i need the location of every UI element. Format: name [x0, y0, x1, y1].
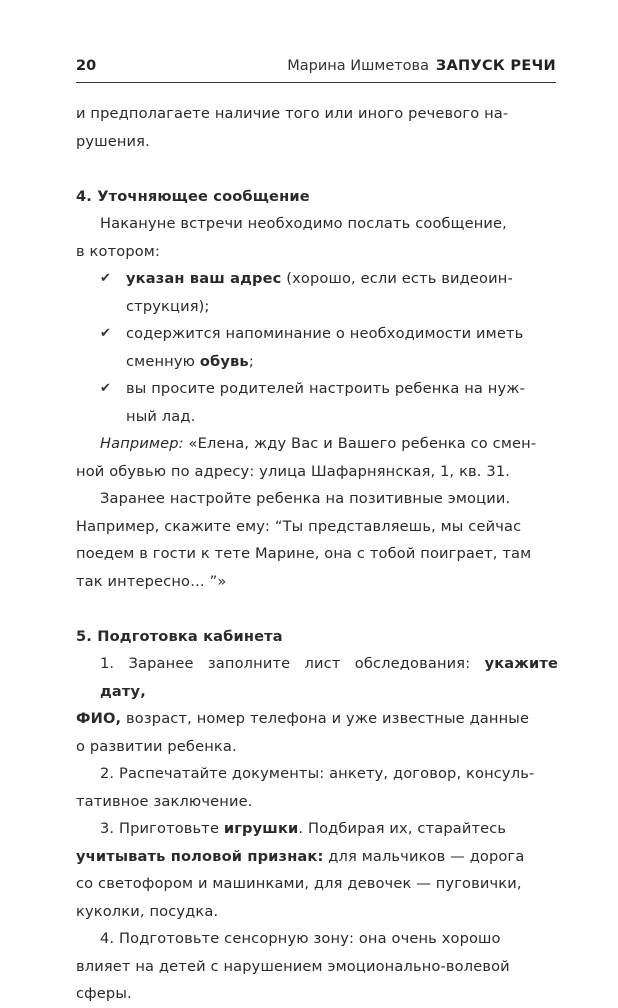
item-4-line-3: сферы. [76, 985, 132, 1002]
example-line-2: ной обувью по адресу: улица Шафарнянская, 1, кв. 31. [76, 462, 511, 480]
section-5-title: 5. Подготовка кабинета [76, 627, 283, 645]
item-3-line-4: куколки, посудка. [76, 902, 219, 920]
bullet-item-shoes [76, 320, 558, 348]
checkmark-icon: ✔ [100, 381, 112, 396]
book-title: ЗАПУСК РЕЧИ [435, 58, 556, 74]
item-1-line-3: о развитии ребенка. [76, 737, 237, 755]
item-text: . Подбирая их, старайтесь [298, 820, 507, 837]
item-bold-text: учитывать половой признак: [76, 847, 324, 865]
item-bold-text: игрушки [223, 820, 299, 837]
spacer [76, 155, 558, 183]
running-header [76, 58, 556, 88]
section-4-title: 4. Уточняющее сообщение [76, 187, 310, 205]
item-text: для мальчиков — дорога [323, 847, 525, 865]
item-1-line-1 [76, 650, 558, 705]
item-4-line-2: влияет на детей с нарушением эмоционально-волевой [76, 957, 510, 975]
advice-line-3: поедем в гости к тете Марине, она с тобой поиграет, там [76, 545, 532, 562]
bullet-text: сменную [126, 352, 200, 370]
item-3-line-3: со светофором и машинками, для девочек — пуговички, [76, 875, 522, 892]
item-bold-text: ФИО, [76, 710, 122, 727]
bullet-bold-text: указан ваш адрес [126, 270, 282, 287]
checkmark-icon: ✔ [100, 326, 112, 341]
example-line-1 [76, 430, 558, 458]
advice-line-4: так интересно… ”» [76, 572, 227, 590]
advice-line-1: Заранее настройте ребенка на позитивные эмоции. [100, 490, 511, 507]
bullet-item-address [76, 265, 558, 293]
item-text: 3. Приготовьте [100, 820, 224, 837]
item-bold-text: укажите дату, [100, 655, 558, 700]
intro-line-1: и предполагаете наличие того или иного речевого на- [76, 105, 509, 122]
section-4-lead-line-1: Накануне встречи необходимо послать сообщение, [100, 215, 507, 232]
bullet-item-parents [76, 375, 558, 403]
bullet-bold-text: обувь [199, 352, 249, 370]
item-3-line-2 [76, 843, 558, 871]
item-text: 1. Заранее заполните лист обследования: [100, 655, 485, 672]
intro-line-2: рушения. [76, 132, 150, 150]
bullet-item-shoes-cont [76, 348, 558, 376]
item-text: возраст, номер телефона и уже известные данные [121, 710, 530, 727]
bullet-text: содержится напоминание о необходимости иметь [126, 325, 524, 342]
item-4-line-1: 4. Подготовьте сенсорную зону: она очень хорошо [100, 930, 501, 947]
section-4-lead-line-2: в котором: [76, 242, 161, 260]
bullet-item-address-cont: струкция); [126, 297, 210, 315]
advice-line-2: Например, скажите ему: “Ты представляешь, мы сейчас [76, 517, 522, 535]
spacer [76, 595, 558, 623]
bullet-list [76, 265, 558, 430]
author-name: Марина Ишметова [287, 58, 429, 74]
example-label: Например: [100, 435, 184, 452]
bullet-text: ; [248, 352, 254, 370]
example-text: «Елена, жду Вас и Вашего ребенка со смен- [183, 435, 537, 452]
page-body [76, 100, 558, 1008]
page-number: 20 [76, 58, 97, 74]
item-1-line-2 [76, 705, 558, 733]
item-2-line-1: 2. Распечатайте документы: анкету, договор, консуль- [100, 765, 535, 782]
bullet-text: (хорошо, если есть видеоин- [281, 270, 513, 287]
item-3-line-1 [76, 815, 558, 843]
checkmark-icon: ✔ [100, 271, 112, 286]
bullet-text: вы просите родителей настроить ребенка на нуж- [126, 380, 525, 397]
item-2-line-2: тативное заключение. [76, 792, 253, 810]
header-rule [76, 82, 556, 83]
bullet-item-parents-cont: ный лад. [126, 407, 196, 425]
